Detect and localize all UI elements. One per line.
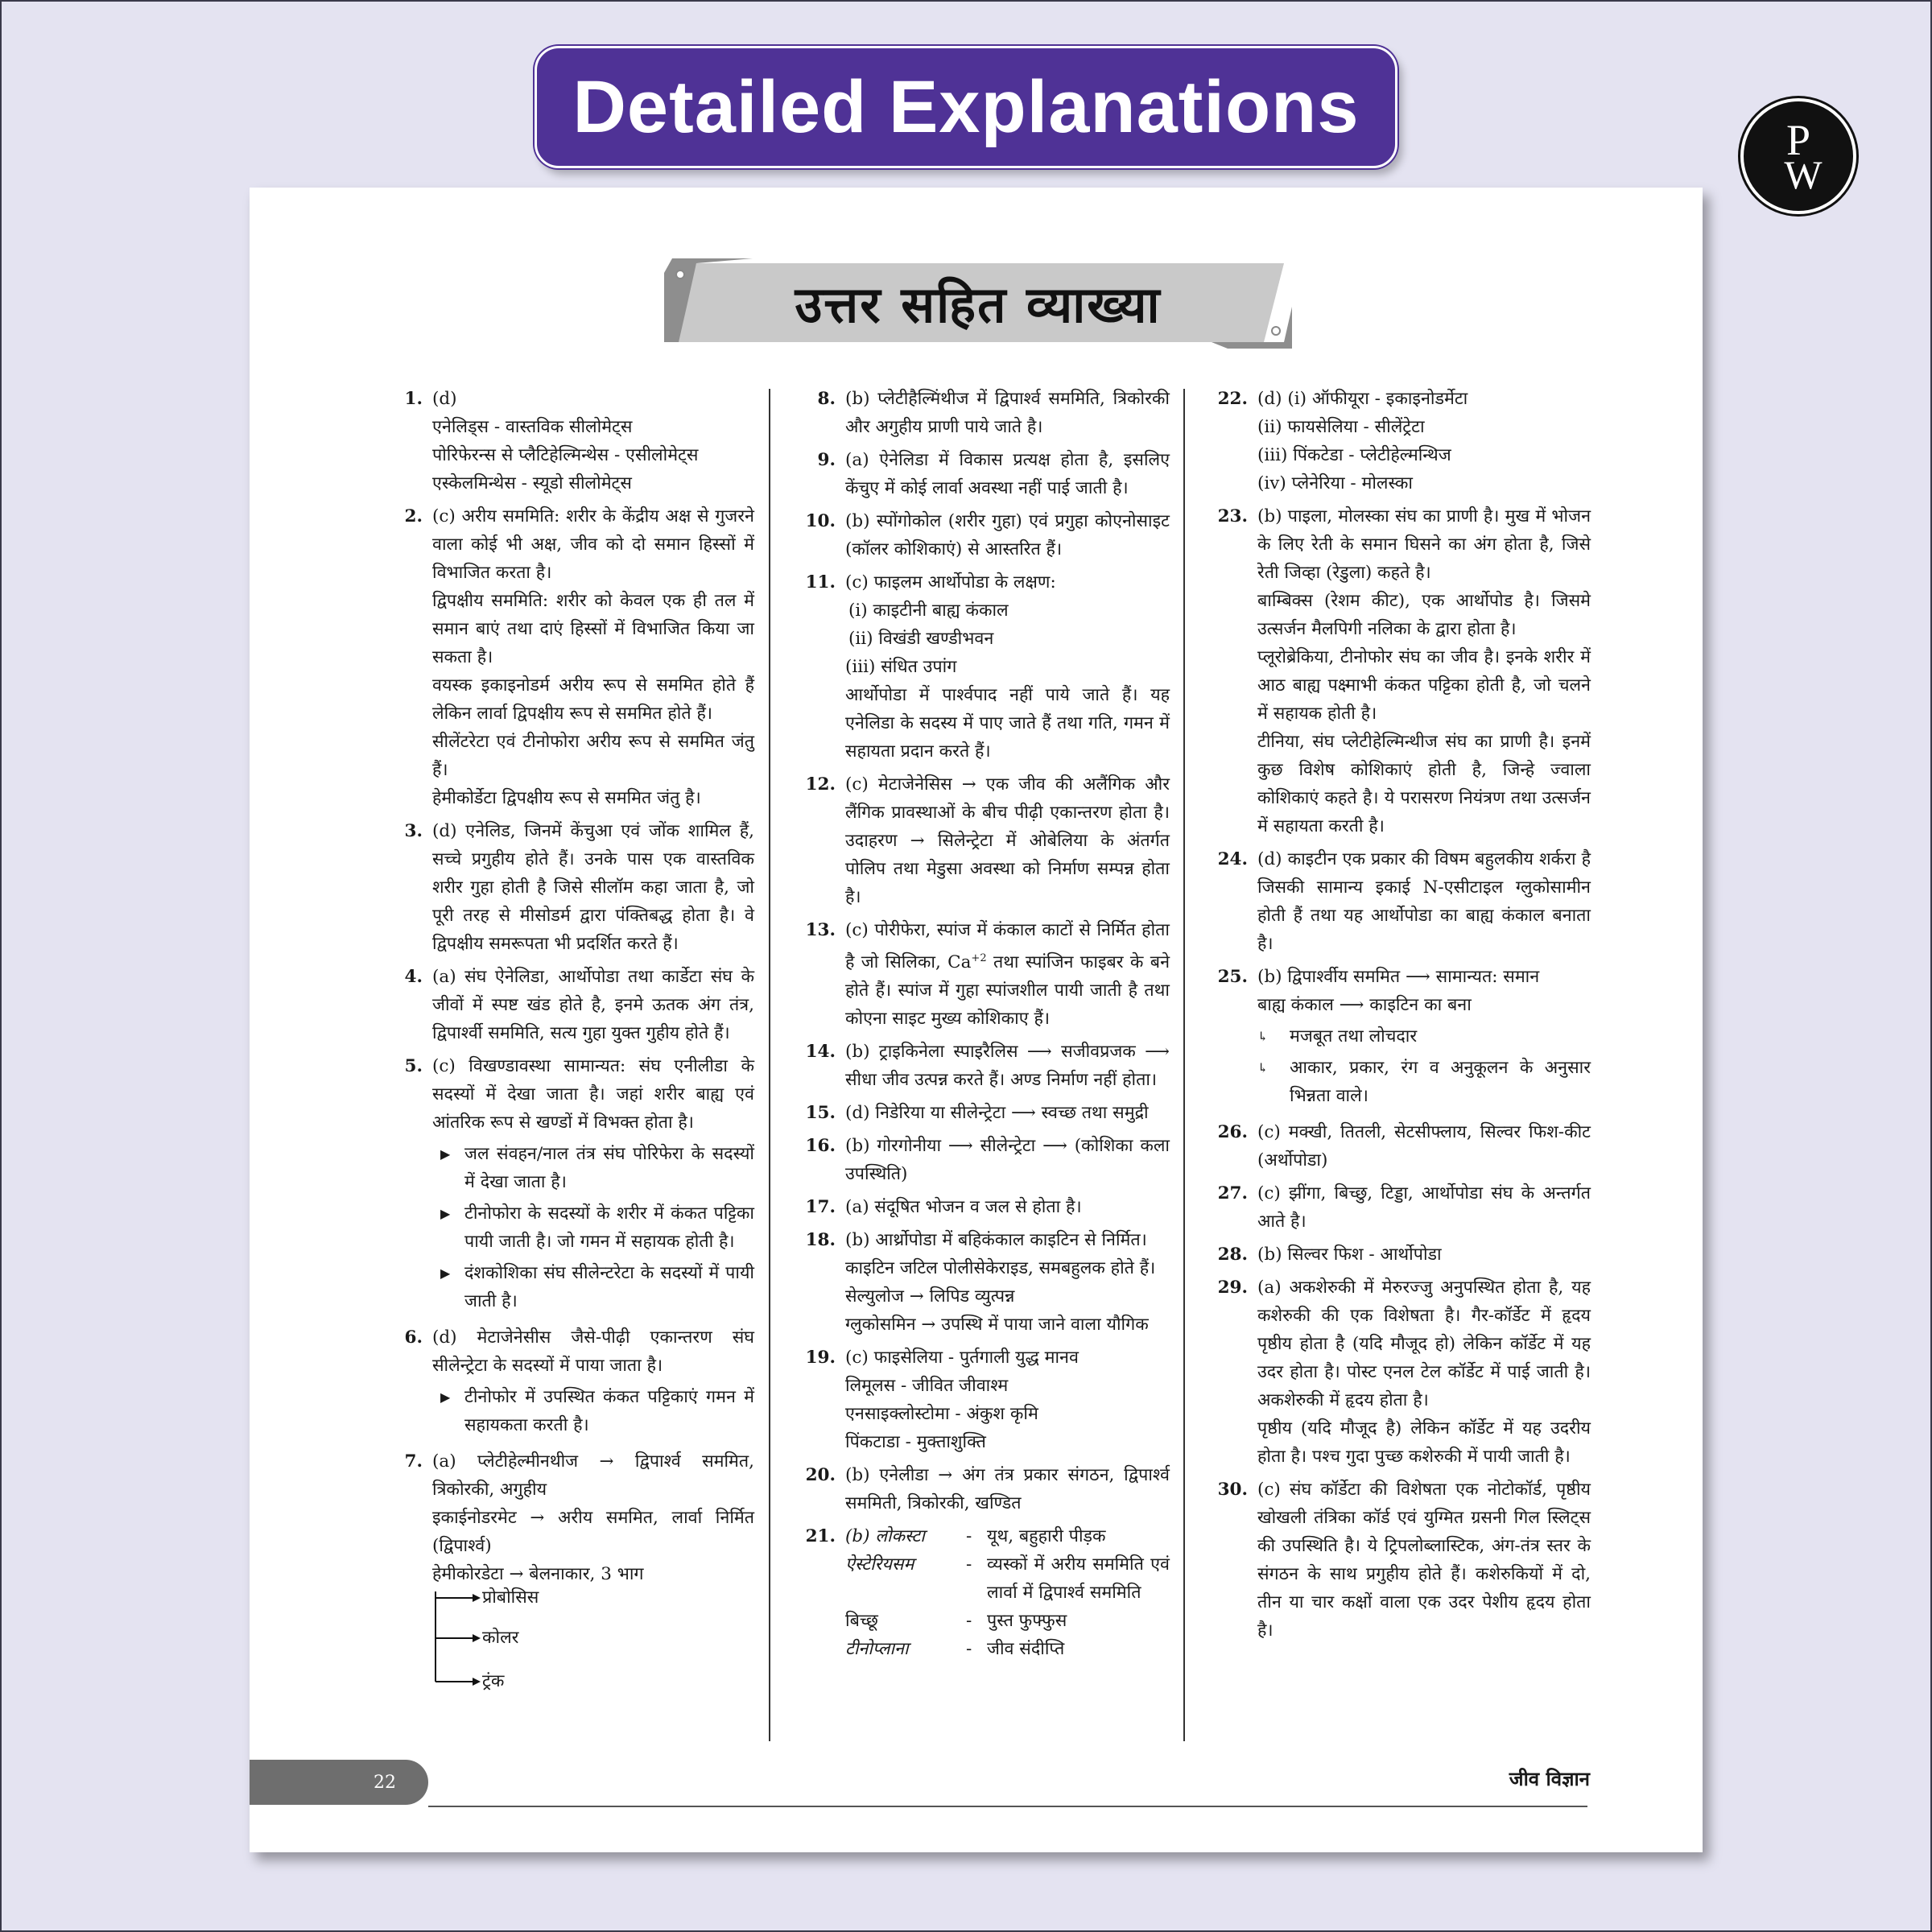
triangle-bullet-icon: ▶ <box>440 1206 451 1221</box>
answer-number: 9. <box>817 450 836 470</box>
answer-text: (b) आर्थ्रोपोडा में बहिकंकाल काइटिन से निर्मित। <box>845 1230 1147 1251</box>
tree-connector-lines <box>432 1588 489 1693</box>
page-number: 22 <box>374 1772 396 1793</box>
answer-text: (c) मक्खी, तितली, सेटसीफ्लाय, सिल्वर फिश-कीट (अर्थोपोडा) <box>1257 1122 1591 1170</box>
match-term: ऐस्टेरियसम <box>845 1554 914 1575</box>
answer-text: (iv) प्लेनेरिया - मोलस्का <box>1257 473 1413 493</box>
answer-text: (c) मेटाजेनेसिस → एक जीव की अलैंगिक और लैंगिक प्रावस्थाओं के बीच पीढ़ी एकान्तरण होता है। उदाहरण → सिलेन्ट्रेटा में ओबेलिया के अंतर्गत पोलिप तथा मेडुसा अवस्था को निर्माण सम्पन्न होता है। <box>845 774 1170 907</box>
answer-number: 21. <box>805 1526 836 1547</box>
bullet-item <box>440 1199 754 1256</box>
answer-text: हेमीकोर्डेटा द्विपक्षीय रूप से सममित जंतु है। <box>432 788 701 808</box>
answer-16 <box>803 1132 1170 1188</box>
answer-30 <box>1216 1476 1591 1645</box>
answer-6 <box>390 1323 754 1443</box>
tree-label-collar: कोलर <box>482 1628 519 1648</box>
match-term: (b) लोकस्टा <box>845 1526 925 1547</box>
footer-rule <box>428 1806 1587 1807</box>
answer-text: (b) ट्राइकिनेला स्पाइरैलिस ⟶ सजीवप्रजक ⟶ सीधा जीव उत्पन्न करते हैं। अण्ड निर्माण नहीं होता। <box>845 1042 1170 1091</box>
match-row <box>845 1550 1170 1607</box>
answer-number: 20. <box>805 1465 836 1486</box>
answer-text: टीनिया, संघ प्लेटीहेल्मिन्थीज संघ का प्राणी है। इनमें कुछ विशेष कोशिकाएं होती है, जिन्हे ज्वाला कोशिकाएं कहते है। ये परासरण नियंत्रण तथा उत्सर्जन में सहायता करती है। <box>1257 732 1591 836</box>
answers-column-2 <box>803 385 1170 1668</box>
answer-text: बाह्य कंकाल ⟶ काइटिन का बना <box>1257 995 1472 1015</box>
answer-text: (c) फाइलम आर्थोपोडा के लक्षण: <box>845 572 1056 592</box>
answer-text: (d) <box>432 389 457 409</box>
body-parts-tree <box>432 1588 754 1693</box>
answer-text: हेमीकोरडेटा → बेलनाकार, 3 भाग <box>432 1564 644 1584</box>
answer-8 <box>803 385 1170 441</box>
answer-number: 1. <box>404 389 423 409</box>
answer-text: इकाईनोडरमेट → अरीय सममित, लार्वा निर्मित (द्विपार्श्व) <box>432 1508 754 1556</box>
bullet-text: दंशकोशिका संघ सीलेन्टरेटा के सदस्यों में पायी जाती है। <box>464 1263 754 1311</box>
answer-text: (b) स्पोंगोकोल (शरीर गुहा) एवं प्रगुहा कोएनोसाइट (कॉलर कोशिकाएं) से आस्तरित हैं। <box>845 511 1170 559</box>
answer-23 <box>1216 502 1591 840</box>
bullet-item <box>440 1140 754 1196</box>
answer-number: 17. <box>805 1197 836 1218</box>
answer-number: 13. <box>805 920 836 940</box>
triangle-bullet-icon: ▶ <box>440 1146 451 1162</box>
answer-number: 10. <box>805 511 836 531</box>
answer-text: पिंकटाडा - मुक्ताशुक्ति <box>845 1432 986 1453</box>
answer-5 <box>390 1052 754 1319</box>
answer-text: प्लूरोब्रेकिया, टीनोफोर संघ का जीव है। इनके शरीर में आठ बाह्य पक्ष्माभी कंकत पट्टिका होती है, जो चलने में सहायक होती है। <box>1257 647 1591 724</box>
answer-text: (iii) पिंकटेडा - प्लेटीहेल्मन्थिज <box>1257 445 1451 465</box>
answer-text: (b) प्लेटीहैल्मिंथीज में द्विपार्श्व सममिति, त्रिकोरकी और अगुहीय प्राणी पाये जाते है। <box>845 389 1170 437</box>
answer-text: पोरिफेरन्स से प्लैटिहेल्मिन्थेस - एसीलोमेट्स <box>432 445 699 465</box>
answer-text: बाम्बिक्स (रेशम कीट), एक आर्थोपोड है। जिसमे उत्सर्जन मैलपिगी नलिका के द्वारा होता है। <box>1257 591 1591 639</box>
match-term: टीनोप्लाना <box>845 1639 909 1660</box>
answer-number: 22. <box>1217 389 1248 409</box>
tree-label-trunk: ट्रंक <box>482 1671 505 1691</box>
answer-text: एनसाइक्लोस्टोमा - अंकुश कृमि <box>845 1404 1038 1425</box>
answer-11 <box>803 568 1170 766</box>
answer-text: (b) सिल्वर फिश - आर्थोपोडा <box>1257 1245 1442 1265</box>
answer-10 <box>803 507 1170 564</box>
answer-number: 15. <box>805 1103 836 1124</box>
answer-text: (c) अरीय सममिति: शरीर के केंद्रीय अक्ष से गुजरने वाला कोई भी अक्ष, जीव को दो समान हिस्सों में विभाजित करता है। <box>432 506 754 583</box>
answer-text: (d) मेटाजेनेसीस जैसे-पीढ़ी एकान्तरण संघ सीलेन्ट्रेटा के सदस्यों में पाया जाता है। <box>432 1327 754 1376</box>
list-item: (iii) संधित उपांग <box>845 657 957 677</box>
answer-text: (c) फाइसेलिया - पुर्तगाली युद्ध मानव <box>845 1348 1079 1368</box>
match-dash: - <box>966 1526 972 1547</box>
bullet-text: टीनोफोरा के सदस्यों के शरीर में कंकत पट्टिका पायी जाती है। जो गमन में सहायक होती है। <box>464 1203 754 1252</box>
branch-arrow-icon: ↳ <box>1257 1060 1269 1075</box>
answer-number: 26. <box>1217 1122 1248 1142</box>
logo-w: W <box>1784 152 1823 197</box>
answer-number: 27. <box>1217 1183 1248 1203</box>
branch-item <box>1257 1054 1591 1110</box>
match-desc: यूथ, बहुहारी पीड़क <box>987 1526 1106 1547</box>
answer-number: 25. <box>1217 967 1248 987</box>
answer-number: 3. <box>404 821 423 841</box>
answer-text: (a) ऐनेलिडा में विकास प्रत्यक्ष होता है, इसलिए केंचुए में कोई लार्वा अवस्था नहीं पाई जाती है। <box>845 450 1170 498</box>
match-dash: - <box>966 1611 972 1632</box>
match-desc: पुस्त फुफ्फुस <box>987 1611 1067 1632</box>
answer-number: 7. <box>404 1451 423 1472</box>
answer-number: 28. <box>1217 1245 1248 1265</box>
bullet-item <box>440 1259 754 1315</box>
branch-arrow-icon: ↳ <box>1257 1029 1269 1044</box>
answer-text: लिमूलस - जीवित जीवाश्म <box>845 1376 1009 1397</box>
answer-19 <box>803 1344 1170 1456</box>
answer-number: 14. <box>805 1042 836 1063</box>
answer-text: सेल्युलोज → लिपिड व्युत्पन्न <box>845 1286 1015 1307</box>
bullet-text: टीनोफोर में उपस्थित कंकत पट्टिकाएं गमन में सहायकता करती है। <box>464 1387 754 1435</box>
answer-13 <box>803 916 1170 1033</box>
answer-20 <box>803 1461 1170 1517</box>
branch-text: आकार, प्रकार, रंग व अनुकूलन के अनुसार भिन्नता वाले। <box>1290 1058 1591 1106</box>
answer-number: 4. <box>404 967 423 987</box>
match-row <box>845 1607 1170 1635</box>
answers-column-1 <box>390 385 754 1698</box>
branch-text: मजबूत तथा लोचदार <box>1290 1026 1418 1046</box>
answer-text: (d) काइटीन एक प्रकार की विषम बहुलकीय शर्करा है जिसकी सामान्य इकाई N-एसीटाइल ग्लुकोसामीन होती हैं तथा यह आर्थोपोडा का बाह्य कंकाल बनाता है। <box>1257 849 1591 954</box>
answer-number: 24. <box>1217 849 1248 869</box>
answer-text: एनेलिड्स - वास्तविक सीलोमेट्स <box>432 417 633 437</box>
header-banner <box>535 46 1397 168</box>
answer-text: (c) झींगा, बिच्छु, टिड्डा, आर्थोपोडा संघ के अन्तर्गत आते है। <box>1257 1183 1591 1232</box>
answer-number: 16. <box>805 1136 836 1157</box>
answer-text-part: तथा स्पांजिन फाइबर के बने होते हैं। स्पांज में गुहा स्पांजशील पायी जाती है तथा कोएना साइट मुख्य कोशिकाए हैं। <box>845 952 1170 1030</box>
answer-29 <box>1216 1274 1591 1471</box>
superscript-charge: +2 <box>971 952 987 964</box>
section-heading: उत्तर सहित व्याख्या <box>795 275 1162 334</box>
document-page <box>250 188 1703 1852</box>
answer-text: ग्लुकोसमिन → उपस्थि में पाया जाने वाला यौगिक <box>845 1315 1149 1335</box>
answer-text: द्विपक्षीय सममिति: शरीर को केवल एक ही तल में समान बाएं तथा दाएं हिस्सों में विभाजित किया जा सकता है। <box>432 591 754 667</box>
answer-27 <box>1216 1179 1591 1236</box>
answer-text: (b) गोरगोनीया ⟶ सीलेन्ट्रेटा ⟶ (कोशिका कला उपस्थिति) <box>845 1136 1170 1185</box>
branch-item <box>1257 1022 1591 1051</box>
footer-subject: जीव विज्ञान <box>1509 1767 1590 1790</box>
answer-text: (c) संघ कॉर्डेटा की विशेषता एक नोटोकॉर्ड, पृष्ठीय खोखली तंत्रिका कॉर्ड एवं युग्मित ग्रसनी गिल स्लिट्स की उपस्थिति है। ये ट्रिपलोब्लास्टिक, अंग-तंत्र स्तर के संगठन के साथ प्रगुहीय होते हैं। कशेरुकियों में दो, तीन या चार कक्षों वाला एक उदर पेशीय हृदय होता है। <box>1257 1480 1591 1641</box>
answer-18 <box>803 1226 1170 1339</box>
answer-9 <box>803 446 1170 502</box>
answer-4 <box>390 963 754 1047</box>
answer-text: (a) अकशेरुकी में मेरुरज्जु अनुपस्थित होता है, यह कशेरुकी की एक विशेषता है। गैर-कॉर्डेट में हृदय पृष्ठीय होता है (यदि मौजूद हो) लेकिन कॉर्डेट में यह उदर होता है। पोस्ट एनल टेल कॉर्डेट में पाई जाती है। अकशेरुकी में हृदय होता है। <box>1257 1278 1591 1410</box>
tree-label-proboscis: प्रोबोसिस <box>482 1587 539 1608</box>
match-term: बिच्छू <box>845 1611 878 1632</box>
answer-number: 30. <box>1217 1480 1248 1500</box>
answer-28 <box>1216 1241 1591 1269</box>
banner-title: Detailed Explanations <box>572 65 1360 148</box>
answer-text: (d) निडेरिया या सीलेन्ट्रेटा ⟶ स्वच्छ तथा समुद्री <box>845 1103 1149 1124</box>
answer-text: (d) एनेलिड, जिनमें केंचुआ एवं जोंक शामिल हैं, सच्चे प्रगुहीय होते हैं। उनके पास एक वास्तविक शरीर गुहा होती है जिसे सीलॉम कहा जाता है, जो पूरी तरह से मीसोडर्म द्वारा पंक्तिबद्ध होता है। वे द्विपक्षीय समरूपता भी प्रदर्शित करते हैं। <box>432 821 754 954</box>
answer-22 <box>1216 385 1591 497</box>
answer-text: (b) एनेलीडा → अंग तंत्र प्रकार संगठन, द्विपार्श्व सममिती, त्रिकोरकी, खण्डित <box>845 1465 1170 1514</box>
pw-logo-mark <box>1744 101 1853 211</box>
pw-logo <box>1740 98 1856 214</box>
answer-text: (a) प्लेटीहेल्मीनथीज → द्विपार्श्व सममित, त्रिकोरकी, अगुहीय <box>432 1451 754 1500</box>
answer-24 <box>1216 845 1591 958</box>
column-divider-1 <box>769 389 770 1741</box>
answer-26 <box>1216 1118 1591 1174</box>
triangle-bullet-icon: ▶ <box>440 1265 451 1281</box>
page-number-tab <box>250 1760 428 1805</box>
answer-number: 11. <box>805 572 836 592</box>
answer-text: (b) पाइला, मोलस्का संघ का प्राणी है। मुख में भोजन के लिए रेती के समान घिसने का अंग होता है, जिसे रेती जिव्हा (रेडुला) कहते है। <box>1257 506 1591 583</box>
logo-p: P <box>1785 116 1811 164</box>
answer-text: एस्केलमिन्थेस - स्यूडो सीलोमेट्स <box>432 473 632 493</box>
answer-text <box>845 916 1170 1033</box>
answer-number: 29. <box>1217 1278 1248 1298</box>
answer-text-part: (c) पोरीफेरा, स्पांज में कंकाल काटों से निर्मित होता है जो सिलिका, Ca <box>845 920 1170 973</box>
answer-text: (a) संदूषित भोजन व जल से होता है। <box>845 1197 1082 1218</box>
answer-number: 19. <box>805 1348 836 1368</box>
answer-text: (c) विखण्डावस्था सामान्यत: संघ एनीलीडा के सदस्यों में देखा जाता है। जहां शरीर बाह्य एवं आंतरिक रूप से खण्डों में विभक्त होता है। <box>432 1056 754 1133</box>
answer-text: (d) (i) ऑफीयूरा - इकाइनोडर्मेटा <box>1257 389 1468 409</box>
answer-number: 12. <box>805 774 836 795</box>
list-item: (ii) विखंडी खण्डीभवन <box>848 629 994 649</box>
match-dash: - <box>966 1639 972 1660</box>
answer-text: वयस्क इकाइनोडर्म अरीय रूप से सममित होते हैं लेकिन लार्वा द्विपक्षीय रूप से सममित होते हैं। <box>432 675 754 724</box>
bullet-text: जल संवहन/नाल तंत्र संघ पोरिफेरा के सदस्यों में देखा जाता है। <box>464 1144 754 1192</box>
bullet-item <box>440 1383 754 1439</box>
answer-text: (a) संघ ऐनेलिडा, आर्थोपोडा तथा कार्डेटा संघ के जीवों में स्पष्ट खंड होते है, इनमे ऊतक अंग तंत्र, द्विपार्श्वी सममिति, सत्य गुहा युक्त गुहीय होते हैं। <box>432 967 754 1043</box>
match-dash: - <box>966 1554 972 1575</box>
list-item: (i) काइटीनी बाह्य कंकाल <box>848 601 1009 621</box>
answer-17 <box>803 1193 1170 1221</box>
answer-number: 18. <box>805 1230 836 1251</box>
answers-column-3 <box>1216 385 1591 1649</box>
answer-number: 6. <box>404 1327 423 1348</box>
answer-number: 5. <box>404 1056 423 1076</box>
answer-text: पृष्ठीय (यदि मौजूद है) लेकिन कॉर्डेट में यह उदरीय होता है। पश्च गुदा पुच्छ कशेरुकी में पायी जाती है। <box>1257 1418 1591 1467</box>
answer-7 <box>390 1447 754 1693</box>
answer-text: काइटिन जटिल पोलीसेकेराइड, समबहुलक होते हैं। <box>845 1258 1156 1279</box>
answer-text: (ii) फायसेलिया - सीलेंट्रेटा <box>1257 417 1425 437</box>
match-row <box>845 1635 1170 1663</box>
answer-3 <box>390 817 754 958</box>
answer-number: 2. <box>404 506 423 526</box>
answer-15 <box>803 1099 1170 1127</box>
match-row <box>845 1522 1170 1550</box>
answer-12 <box>803 770 1170 911</box>
answer-text: आर्थोपोडा में पार्श्वपाद नहीं पाये जाते हैं। यह एनेलिडा के सदस्य में पाए जाते हैं तथा गति, गमन में सहायता प्रदान करते हैं। <box>845 685 1170 762</box>
section-heading-frame <box>664 258 1292 349</box>
answer-1 <box>390 385 754 497</box>
answer-text: (b) द्विपार्श्वीय सममित ⟶ सामान्यत: समान <box>1257 967 1540 987</box>
match-desc: व्यस्कों में अरीय सममिति एवं लार्वा में द्विपार्श्व सममिति <box>987 1554 1170 1604</box>
answer-number: 23. <box>1217 506 1248 526</box>
answer-2 <box>390 502 754 812</box>
match-desc: जीव संदीप्ति <box>987 1639 1065 1660</box>
answer-text: सीलेंटरेटा एवं टीनोफोरा अरीय रूप से सममित जंतु हैं। <box>432 732 754 780</box>
answer-21 <box>803 1522 1170 1663</box>
answer-14 <box>803 1038 1170 1094</box>
column-divider-2 <box>1183 389 1185 1741</box>
answer-number: 8. <box>817 389 836 409</box>
answer-25 <box>1216 963 1591 1113</box>
triangle-bullet-icon: ▶ <box>440 1389 451 1405</box>
